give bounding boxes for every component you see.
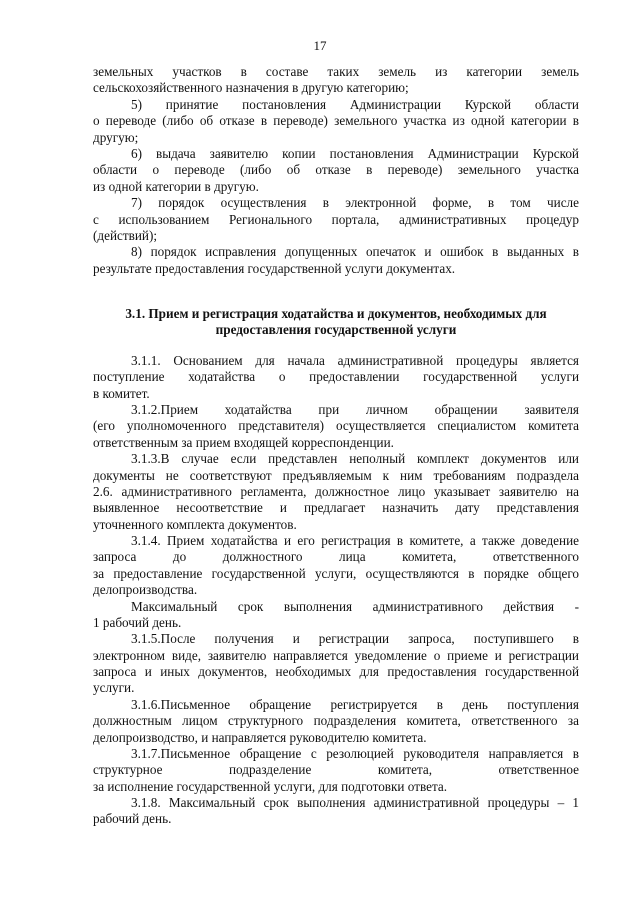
text-line: в комитет. [93,386,150,401]
paragraph-3-1-8: 3.1.8. Максимальный срок выполнения административной процедуры – 1 [131,795,579,810]
list-item-7: 7) порядок осуществления в электронной форме, в том числе [131,195,579,210]
list-item-8: 8) порядок исправления допущенных опечаток и ошибок в выданных в [131,244,579,259]
text-line: запроса и иных документов, необходимых для предоставления государственной [93,664,579,679]
text-line: с использованием Регионального портала, административных процедур [93,212,579,227]
text-line: из одной категории в другую. [93,179,259,194]
paragraph-3-1-1: 3.1.1. Основанием для начала административной процедуры является [131,353,579,368]
text-line: запроса до должностного лица комитета, ответственного [93,549,579,564]
text-line: выявленное несоответствие и предлагает назначить дату представления [93,500,579,515]
text-line: другую; [93,130,139,145]
text-line: структурное подразделение комитета, ответственное [93,762,579,777]
text-line: 2.6. административного регламента, должностное лицо указывает заявителю на [93,484,579,499]
paragraph-3-1-4: 3.1.4. Прием ходатайства и его регистрация в комитете, а также доведение [131,533,579,548]
paragraph-max-term: Максимальный срок выполнения административного действия - [131,599,579,614]
text-line: ответственным за прием входящей корреспонденции. [93,435,394,450]
text-line: за предоставление государственной услуги, осуществляются в порядке общего [93,566,579,581]
text-line: рабочий день. [93,811,172,826]
paragraph-3-1-2: 3.1.2.Прием ходатайства при личном обращении заявителя [131,402,579,417]
text-line: результате предоставления государственной услуги документах. [93,261,456,276]
text-line: делопроизводства. [93,582,198,597]
text-line: уточненного комплекта документов. [93,517,297,532]
text-line: должностным лицом структурного подразделения комитета, ответственного за [93,713,579,728]
text-line: сельскохозяйственного назначения в другую категорию; [93,80,409,95]
text-line: области о переводе (либо об отказе в переводе) земельного участка [93,162,579,177]
paragraph-3-1-5: 3.1.5.После получения и регистрации запроса, поступившего в [131,631,579,646]
page-number: 17 [313,38,327,53]
text-line: делопроизводство, и направляется руководителю комитета. [93,730,427,745]
paragraph-3-1-3: 3.1.3.В случае если представлен неполный комплект документов или [131,451,579,466]
list-item-5: 5) принятие постановления Администрации Курской области [131,97,579,112]
text-line: (действий); [93,228,158,243]
text-line: о переводе (либо об отказе в переводе) земельного участка из одной категории в [93,113,579,128]
text-line: услуги. [93,680,135,695]
section-heading: 3.1. Прием и регистрация ходатайства и документов, необходимых для [125,306,547,321]
list-item-6: 6) выдача заявителю копии постановления Администрации Курской [131,146,579,161]
section-heading: предоставления государственной услуги [215,322,457,337]
text-line: электронном виде, заявителю направляется уведомление о приеме и регистрации [93,648,579,663]
paragraph-3-1-7: 3.1.7.Письменное обращение с резолюцией руководителя направляется в [131,746,579,761]
text-line: земельных участков в составе таких земель из категории земель [93,64,579,79]
text-line: за исполнение государственной услуги, для подготовки ответа. [93,779,448,794]
text-line: (его уполномоченного представителя) осуществляется специалистом комитета [93,418,579,433]
text-line: поступление ходатайства о предоставлении государственной услуги [93,369,579,384]
text-line: документы не соответствуют предъявляемым к ним требованиям подраздела [93,468,579,483]
text-line: 1 рабочий день. [93,615,182,630]
paragraph-3-1-6: 3.1.6.Письменное обращение регистрируется в день поступления [131,697,579,712]
